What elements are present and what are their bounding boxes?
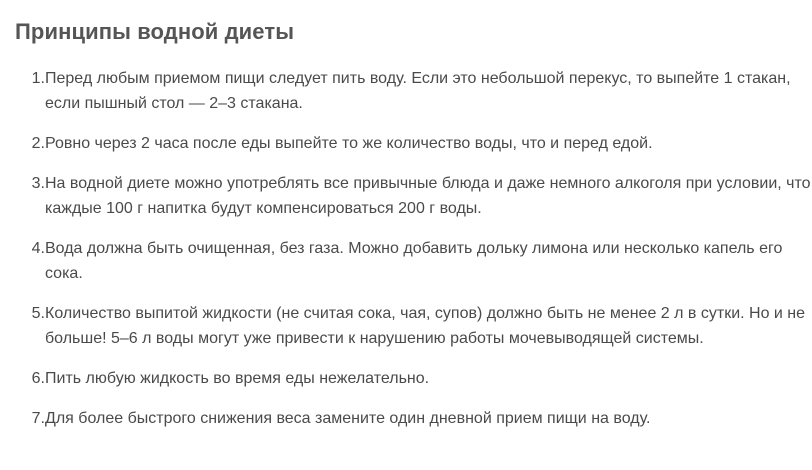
list-item-text: Для более быстрого снижения веса замените один дневной прием пищи на воду. bbox=[45, 410, 651, 427]
list-number: 5. bbox=[31, 305, 45, 322]
list-item-text: Количество выпитой жидкости (не считая сока, чая, супов) должно быть не менее 2 л в сутки. Но и не больше! 5–6 л воды могут уже привести к нарушению работы мочевыводящей системы. bbox=[45, 305, 806, 347]
list-number: 2. bbox=[31, 135, 45, 152]
list-item-2 bbox=[15, 131, 812, 156]
list-item-text: Ровно через 2 часа после еды выпейте то же количество воды, что и перед едой. bbox=[45, 135, 653, 152]
list-number: 7. bbox=[31, 410, 45, 427]
list-item-text: Перед любым приемом пищи следует пить воду. Если это небольшой перекус, то выпейте 1 стакан, если пышный стол — 2–3 стакана. bbox=[45, 70, 791, 112]
list-number: 4. bbox=[31, 240, 45, 257]
list-number: 3. bbox=[31, 175, 45, 192]
page-title: Принципы водной диеты bbox=[15, 19, 295, 44]
list-item-text: Вода должна быть очищенная, без газа. Можно добавить дольку лимона или несколько капель его сока. bbox=[45, 240, 783, 282]
list-item-text: На водной диете можно употреблять все привычные блюда и даже немного алкоголя при условии, что каждые 100 г напитка будут компенсироваться 200 г воды. bbox=[45, 175, 811, 217]
list-item-7 bbox=[15, 406, 812, 431]
list-item-4 bbox=[15, 236, 812, 286]
list-item-text: Пить любую жидкость во время еды нежелательно. bbox=[45, 370, 430, 387]
list-item-3 bbox=[15, 171, 812, 221]
list-item-6 bbox=[15, 366, 812, 391]
list-number: 6. bbox=[31, 370, 45, 387]
list-item-1 bbox=[15, 66, 812, 116]
list-item-5 bbox=[15, 301, 812, 351]
principles-list bbox=[15, 66, 812, 431]
list-number: 1. bbox=[31, 70, 45, 87]
